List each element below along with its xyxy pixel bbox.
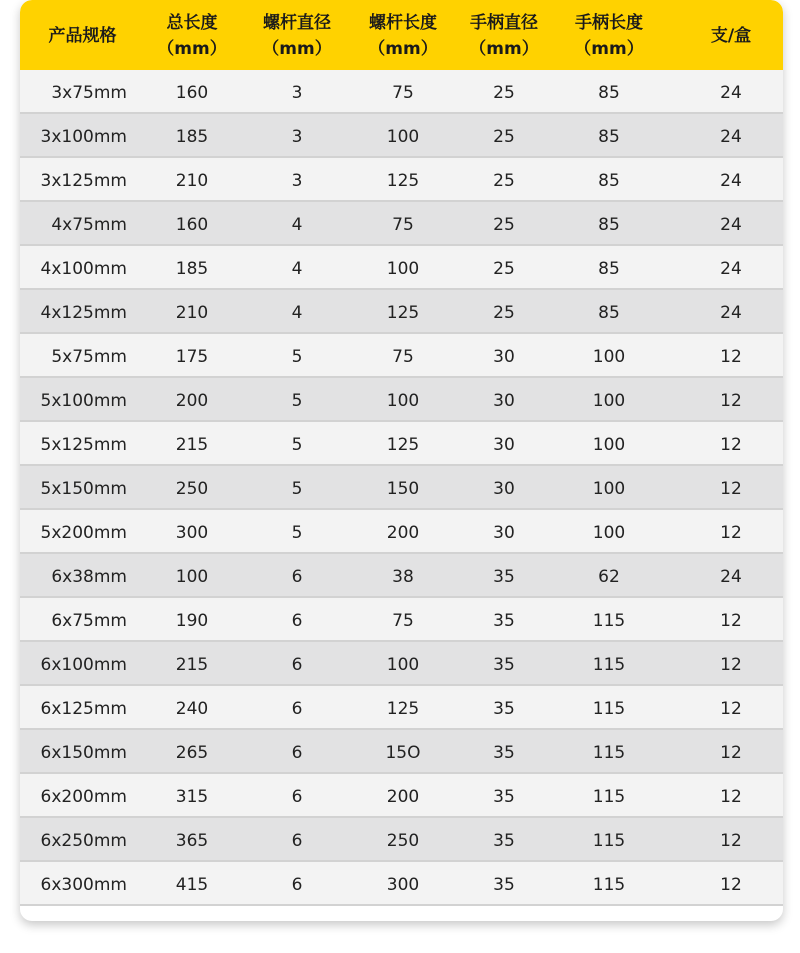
table-cell-col-spec: 3x75mm: [51, 83, 127, 103]
table-cell-col-screw-diameter: 5: [291, 391, 303, 411]
table-cell-col-handle-length: 100: [592, 523, 626, 543]
table-cell-col-handle-diameter: 30: [493, 523, 515, 543]
table-cell-col-per-box: 24: [720, 215, 742, 235]
table-cell-col-per-box: 12: [720, 435, 742, 455]
table-cell-col-screw-length: 100: [386, 655, 420, 675]
table-cell-col-total-length: 300: [175, 523, 209, 543]
table-cell-col-handle-length: 85: [598, 259, 620, 279]
table-cell-col-handle-diameter: 35: [493, 655, 515, 675]
table-cell-col-total-length: 315: [175, 787, 209, 807]
header-text: 支/盒: [710, 26, 752, 46]
table-cell-col-screw-diameter: 5: [291, 435, 303, 455]
table-cell-col-handle-diameter: 30: [493, 347, 515, 367]
header-text: （mm）: [262, 39, 332, 59]
table-cell-col-handle-diameter: 30: [493, 479, 515, 499]
table-cell-col-screw-length: 75: [392, 347, 414, 367]
table-cell-col-spec: 4x125mm: [40, 303, 127, 323]
table-cell-col-per-box: 12: [720, 611, 742, 631]
table-cell-col-handle-diameter: 25: [493, 215, 515, 235]
table-cell-col-handle-length: 100: [592, 391, 626, 411]
table-cell-col-handle-diameter: 25: [493, 127, 515, 147]
table-cell-col-total-length: 240: [175, 699, 209, 719]
table-row: [20, 422, 783, 466]
table-cell-col-screw-length: 125: [386, 699, 420, 719]
table-cell-col-per-box: 24: [720, 171, 742, 191]
table-cell-col-handle-length: 115: [592, 787, 626, 807]
table-cell-col-handle-length: 85: [598, 303, 620, 323]
table-row: [20, 290, 783, 334]
table-row: [20, 246, 783, 290]
table-cell-col-screw-length: 100: [386, 391, 420, 411]
table-cell-col-handle-diameter: 30: [493, 391, 515, 411]
table-cell-col-spec: 5x150mm: [40, 479, 127, 499]
table-cell-col-spec: 6x100mm: [40, 655, 127, 675]
table-cell-col-screw-diameter: 6: [291, 831, 303, 851]
table-cell-col-per-box: 12: [720, 347, 742, 367]
table-cell-col-screw-length: 125: [386, 303, 420, 323]
table-cell-col-screw-length: 150: [386, 479, 420, 499]
table-cell-col-total-length: 190: [175, 611, 209, 631]
table-cell-col-screw-length: 300: [386, 875, 420, 895]
table-cell-col-per-box: 12: [720, 699, 742, 719]
table-cell-col-screw-diameter: 6: [291, 699, 303, 719]
table-cell-col-total-length: 185: [175, 259, 209, 279]
table-row: [20, 114, 783, 158]
table-row: [20, 642, 783, 686]
header-col-total-length: [127, 0, 257, 70]
table-cell-col-handle-length: 100: [592, 479, 626, 499]
table-cell-col-screw-length: 200: [386, 787, 420, 807]
table-cell-col-total-length: 210: [175, 171, 209, 191]
table-cell-col-spec: 6x38mm: [51, 567, 127, 587]
table-cell-col-screw-diameter: 5: [291, 523, 303, 543]
table-cell-col-total-length: 265: [175, 743, 209, 763]
table-row: [20, 862, 783, 906]
header-col-screw-length: [337, 0, 469, 70]
table-cell-col-screw-length: 200: [386, 523, 420, 543]
table-cell-col-total-length: 185: [175, 127, 209, 147]
table-cell-col-handle-length: 85: [598, 83, 620, 103]
table-cell-col-per-box: 12: [720, 391, 742, 411]
table-cell-col-handle-length: 115: [592, 875, 626, 895]
table-cell-col-handle-diameter: 35: [493, 699, 515, 719]
header-col-handle-diameter: [469, 0, 539, 70]
table-cell-col-per-box: 12: [720, 875, 742, 895]
table-cell-col-screw-diameter: 6: [291, 655, 303, 675]
table-cell-col-per-box: 12: [720, 787, 742, 807]
table-cell-col-spec: 5x75mm: [51, 347, 127, 367]
table-row: [20, 554, 783, 598]
table-cell-col-handle-diameter: 30: [493, 435, 515, 455]
table-cell-col-per-box: 24: [720, 567, 742, 587]
table-cell-col-handle-diameter: 25: [493, 259, 515, 279]
table-cell-col-total-length: 160: [175, 215, 209, 235]
table-cell-col-screw-diameter: 4: [291, 303, 303, 323]
table-cell-col-handle-length: 115: [592, 699, 626, 719]
header-col-screw-diameter: [257, 0, 337, 70]
spec-table-card: [20, 0, 783, 921]
header-text: （mm）: [368, 39, 438, 59]
table-row: [20, 334, 783, 378]
table-cell-col-screw-diameter: 5: [291, 347, 303, 367]
table-row: [20, 510, 783, 554]
table-cell-col-per-box: 12: [720, 743, 742, 763]
table-cell-col-handle-length: 100: [592, 435, 626, 455]
header-col-per-box: [679, 0, 783, 70]
table-row: [20, 466, 783, 510]
header-col-spec: [20, 0, 127, 70]
table-cell-col-total-length: 215: [175, 435, 209, 455]
table-row: [20, 818, 783, 862]
table-cell-col-screw-diameter: 6: [291, 875, 303, 895]
table-cell-col-total-length: 215: [175, 655, 209, 675]
table-row: [20, 158, 783, 202]
table-cell-col-handle-length: 115: [592, 611, 626, 631]
table-header: [20, 0, 783, 70]
table-cell-col-screw-length: 100: [386, 127, 420, 147]
table-cell-col-total-length: 250: [175, 479, 209, 499]
header-text: （mm）: [574, 39, 644, 59]
header-text: 手柄长度: [575, 13, 643, 33]
table-cell-col-total-length: 365: [175, 831, 209, 851]
table-cell-col-screw-length: 38: [392, 567, 414, 587]
header-text: 螺杆直径: [263, 13, 331, 33]
table-cell-col-screw-length: 100: [386, 259, 420, 279]
table-cell-col-screw-diameter: 3: [291, 127, 303, 147]
table-cell-col-screw-diameter: 4: [291, 259, 303, 279]
table-row: [20, 70, 783, 114]
table-cell-col-spec: 6x250mm: [40, 831, 127, 851]
table-cell-col-total-length: 415: [175, 875, 209, 895]
table-cell-col-handle-length: 62: [598, 567, 620, 587]
table-cell-col-spec: 5x200mm: [40, 523, 127, 543]
table-cell-col-per-box: 24: [720, 259, 742, 279]
table-cell-col-screw-length: 75: [392, 611, 414, 631]
table-cell-col-handle-diameter: 25: [493, 83, 515, 103]
table-cell-col-screw-diameter: 4: [291, 215, 303, 235]
table-cell-col-total-length: 200: [175, 391, 209, 411]
table-cell-col-per-box: 24: [720, 127, 742, 147]
table-cell-col-spec: 4x75mm: [51, 215, 127, 235]
header-text: 螺杆长度: [369, 13, 437, 33]
table-cell-col-handle-diameter: 35: [493, 567, 515, 587]
table-cell-col-handle-length: 85: [598, 215, 620, 235]
header-col-handle-length: [539, 0, 679, 70]
table-cell-col-handle-diameter: 35: [493, 787, 515, 807]
table-cell-col-screw-diameter: 6: [291, 787, 303, 807]
header-text: 总长度: [166, 13, 218, 33]
table-cell-col-total-length: 100: [175, 567, 209, 587]
table-cell-col-spec: 6x75mm: [51, 611, 127, 631]
table-cell-col-total-length: 210: [175, 303, 209, 323]
table-cell-col-per-box: 12: [720, 479, 742, 499]
header-text: 手柄直径: [470, 13, 538, 33]
header-text: 产品规格: [48, 26, 117, 46]
table-cell-col-total-length: 160: [175, 83, 209, 103]
table-cell-col-handle-diameter: 35: [493, 831, 515, 851]
table-cell-col-screw-length: 250: [386, 831, 420, 851]
table-cell-col-per-box: 12: [720, 831, 742, 851]
table-cell-col-screw-diameter: 3: [291, 171, 303, 191]
table-row: [20, 686, 783, 730]
header-text: （mm）: [469, 39, 539, 59]
table-row: [20, 730, 783, 774]
table-cell-col-handle-length: 115: [592, 831, 626, 851]
table-cell-col-spec: 5x125mm: [40, 435, 127, 455]
table-cell-col-spec: 4x100mm: [40, 259, 127, 279]
table-cell-col-handle-length: 85: [598, 127, 620, 147]
table-cell-col-spec: 6x125mm: [40, 699, 127, 719]
table-cell-col-screw-diameter: 6: [291, 743, 303, 763]
table-cell-col-screw-diameter: 6: [291, 611, 303, 631]
table-row: [20, 598, 783, 642]
table-cell-col-spec: 6x200mm: [40, 787, 127, 807]
table-cell-col-spec: 6x150mm: [40, 743, 127, 763]
table-cell-col-handle-diameter: 35: [493, 743, 515, 763]
table-body: [20, 70, 783, 906]
table-cell-col-screw-length: 125: [386, 435, 420, 455]
table-cell-col-spec: 6x300mm: [40, 875, 127, 895]
table-cell-col-handle-diameter: 25: [493, 303, 515, 323]
table-cell-col-handle-diameter: 25: [493, 171, 515, 191]
table-cell-col-handle-length: 85: [598, 171, 620, 191]
table-cell-col-handle-diameter: 35: [493, 611, 515, 631]
table-cell-col-screw-length: 75: [392, 215, 414, 235]
table-cell-col-spec: 3x125mm: [40, 171, 127, 191]
table-cell-col-per-box: 24: [720, 303, 742, 323]
table-cell-col-screw-diameter: 5: [291, 479, 303, 499]
table-cell-col-per-box: 12: [720, 523, 742, 543]
table-cell-col-handle-diameter: 35: [493, 875, 515, 895]
table-cell-col-handle-length: 100: [592, 347, 626, 367]
table-cell-col-screw-length: 75: [392, 83, 414, 103]
table-cell-col-screw-length: 15O: [385, 743, 421, 763]
table-cell-col-handle-length: 115: [592, 655, 626, 675]
table-cell-col-per-box: 12: [720, 655, 742, 675]
table-cell-col-spec: 5x100mm: [40, 391, 127, 411]
table-row: [20, 202, 783, 246]
table-cell-col-per-box: 24: [720, 83, 742, 103]
table-cell-col-screw-length: 125: [386, 171, 420, 191]
table-cell-col-spec: 3x100mm: [40, 127, 127, 147]
table-row: [20, 774, 783, 818]
table-cell-col-screw-diameter: 6: [291, 567, 303, 587]
header-text: （mm）: [157, 39, 227, 59]
table-cell-col-screw-diameter: 3: [291, 83, 303, 103]
table-row: [20, 378, 783, 422]
table-cell-col-total-length: 175: [175, 347, 209, 367]
table-cell-col-handle-length: 115: [592, 743, 626, 763]
